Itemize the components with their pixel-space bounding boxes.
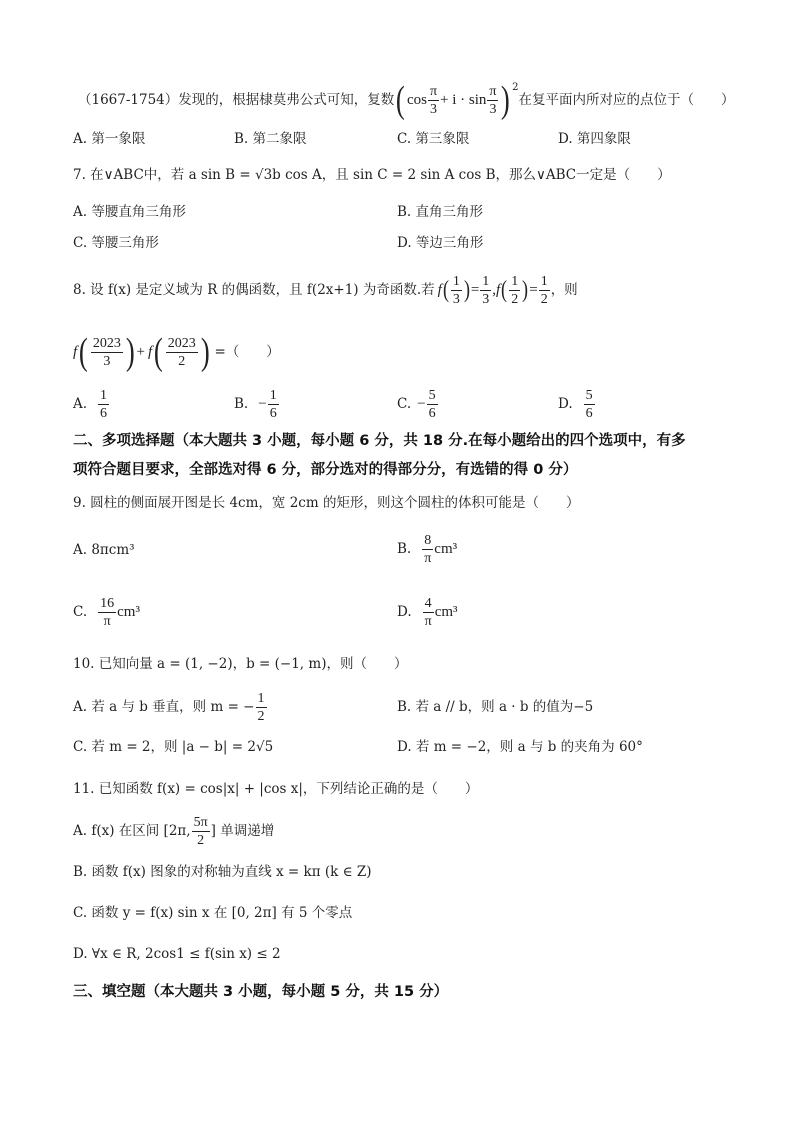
q8-option-b: B. − $\frac{1}{6}$ [234, 387, 277, 421]
q8-option-c: C. − $\frac{5}{6}$ [397, 387, 436, 421]
q11-option-c: C. 函数 y = f(x) sin x 在 [0, 2π] 有 5 个零点 [73, 905, 353, 921]
q10-option-b: B. 若 a // b，则 a · b 的值为−5 [397, 699, 594, 715]
q9-option-d: D. $\frac{4}{\pi}$ cm³ [397, 595, 458, 629]
q11-option-a: A. f(x) 在区间 [2π, $\frac{5\pi}{2}$ ] 单调递增 [73, 814, 275, 848]
section-3-title: 三、填空题（本大题共 3 小题，每小题 5 分，共 15 分） [73, 984, 449, 1000]
q10-stem: 10. 已知向量 a = (1, −2)，b = (−1, m)，则（ ） [73, 656, 408, 672]
q6-frac-1 [428, 83, 439, 118]
q8-stem: 8. 设 f(x) 是定义域为 R 的偶函数，且 f(2x+1) 为奇函数.若 f ( $\frac{1}{3}$ ) = $\frac{1}{3}$ , f ( $\frac{1}{2}$ ) = $\frac{1}{2}$ ，则 [73, 273, 578, 307]
q6-frac-2-den: 3 [489, 101, 497, 117]
q8-frac-2023-2: $\frac{2023}{2}$ [167, 335, 196, 369]
q9-option-a: A. 8πcm³ [73, 542, 135, 558]
q8-frac-third-value: $\frac{1}{3}$ [482, 273, 490, 307]
q7-option-b: B. 直角三角形 [397, 204, 484, 220]
q7-option-c: C. 等腰三角形 [73, 235, 159, 251]
q6-stem [78, 80, 735, 120]
section-2-title-line-1: 二、多项选择题（本大题共 3 小题，每小题 6 分，共 18 分.在每小题给出的四个选项中，有多 [73, 433, 686, 449]
q6-option-d: D. 第四象限 [558, 131, 631, 147]
q6-frac-2-num: π [489, 83, 497, 99]
q9-option-b: B. $\frac{8}{\pi}$ cm³ [397, 532, 458, 566]
q8-frac-half: $\frac{1}{2}$ [511, 273, 519, 307]
q6-cos: cos [406, 92, 427, 108]
q8-blank: =（ ） [214, 344, 280, 360]
q6-frac-1-den: 3 [429, 101, 437, 117]
q6-left-paren: ( [396, 79, 406, 121]
q6-exponent: 2 [512, 82, 519, 93]
q8-option-d: D. $\frac{5}{6}$ [558, 387, 593, 421]
q8-expression: f ( $\frac{2023}{3}$ ) + f ( $\frac{2023}{2}$ ) =（ ） [73, 331, 280, 373]
q6-option-c: C. 第三象限 [397, 131, 470, 147]
q11-option-d: D. ∀x ∈ R, 2cos1 ≤ f(sin x) ≤ 2 [73, 946, 281, 962]
q10-option-c: C. 若 m = 2，则 |a − b| = 2√5 [73, 739, 274, 755]
q6-frac-2 [487, 83, 498, 118]
q6-option-a: A. 第一象限 [73, 131, 146, 147]
q7-option-d: D. 等边三角形 [397, 235, 484, 251]
q6-right-paren: ) [501, 79, 511, 121]
q8-frac-2023-3: $\frac{2023}{3}$ [92, 335, 121, 369]
q6-option-b: B. 第二象限 [234, 131, 307, 147]
q8-option-a: A. $\frac{1}{6}$ [73, 387, 108, 421]
q11-stem: 11. 已知函数 f(x) = cos|x| + |cos x|，下列结论正确的是（ ） [73, 781, 479, 797]
q9-option-c: C. $\frac{16}{\pi}$ cm³ [73, 595, 140, 629]
q10-option-d: D. 若 m = −2，则 a 与 b 的夹角为 60° [397, 739, 643, 755]
q6-stem-pre: （1667-1754）发现的，根据棣莫弗公式可知，复数 [78, 92, 395, 108]
q11-option-b: B. 函数 f(x) 图象的对称轴为直线 x = kπ (k ∈ Z) [73, 864, 372, 880]
q8-stem-then: ，则 [550, 282, 578, 298]
q6-plus-isin: + i · sin [440, 92, 487, 108]
section-2-title-line-2: 项符合题目要求，全部选对得 6 分，部分选对的得部分分，有选错的得 0 分） [73, 462, 578, 478]
q6-frac-1-num: π [429, 83, 438, 99]
q10-option-a: A. 若 a 与 b 垂直，则 m = − $\frac{1}{2}$ [73, 690, 265, 724]
q6-stem-post: 在复平面内所对应的点位于（ ） [518, 92, 735, 108]
q7-option-a: A. 等腰直角三角形 [73, 204, 186, 220]
q9-stem: 9. 圆柱的侧面展开图是长 4cm，宽 2cm 的矩形，则这个圆柱的体积可能是（ ） [73, 495, 580, 511]
q8-frac-half-value: $\frac{1}{2}$ [540, 273, 548, 307]
q7-stem: 7. 在∨ABC中，若 a sin B = √3b cos A，且 sin C = 2 sin A cos B，那么∨ABC一定是（ ） [73, 167, 671, 183]
q8-frac-third: $\frac{1}{3}$ [452, 273, 460, 307]
q8-stem-pre: 8. 设 f(x) 是定义域为 R 的偶函数，且 f(2x+1) 为奇函数.若 [73, 282, 435, 298]
